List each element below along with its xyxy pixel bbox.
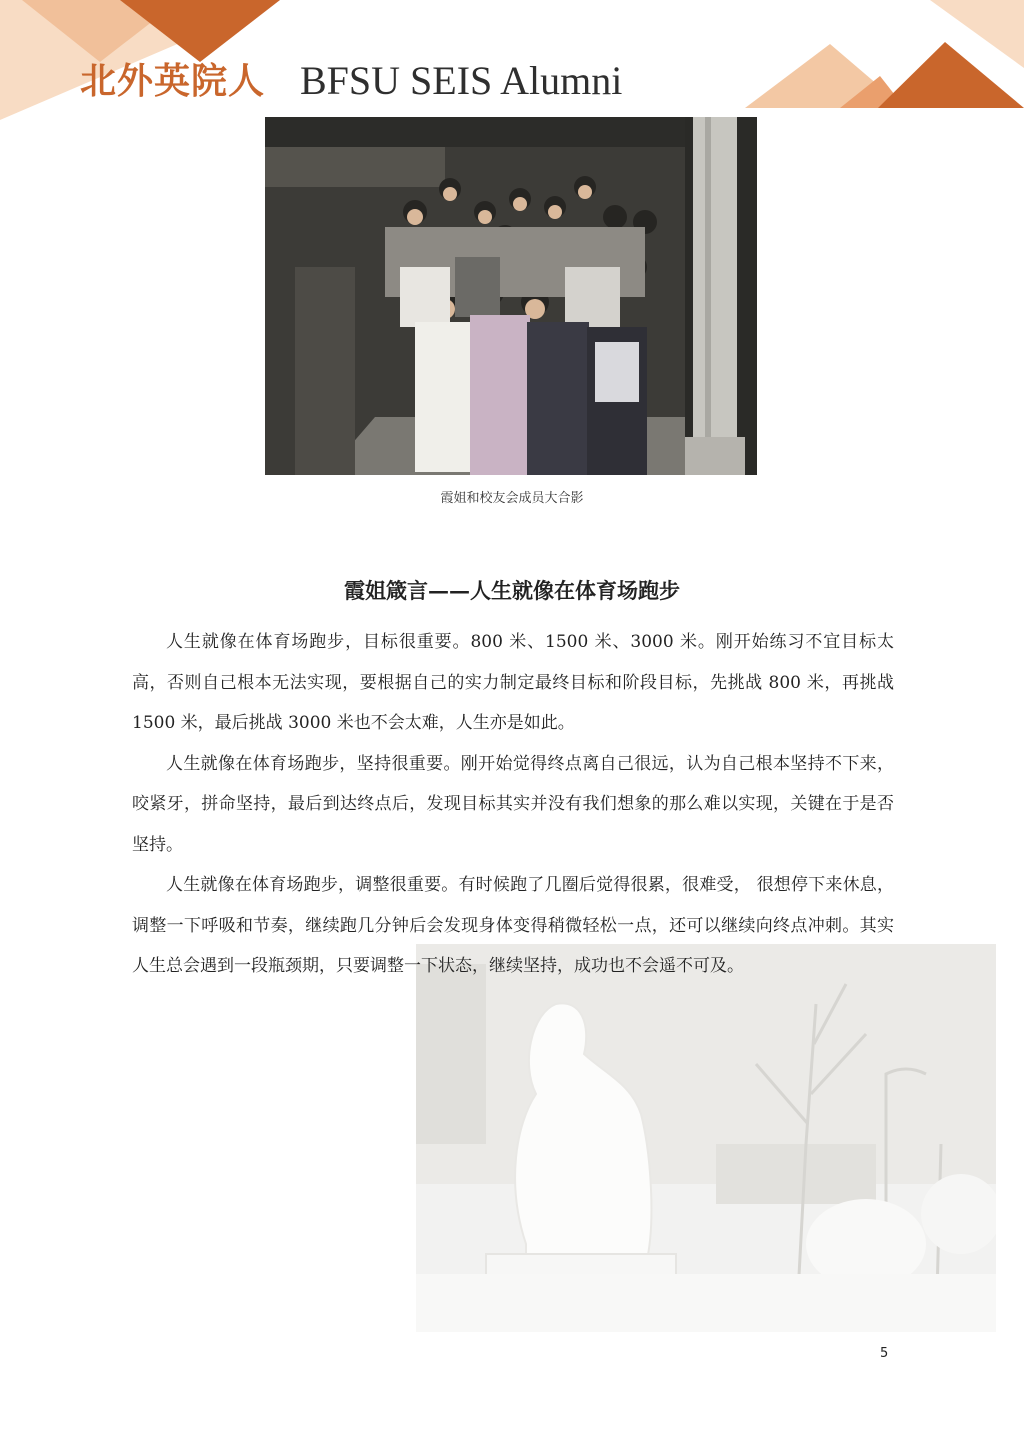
brand-chinese: 北外英院人 [80, 61, 266, 102]
snow-statue-image [416, 944, 996, 1332]
page-number: 5 [880, 1346, 889, 1361]
brand-english: BFSU SEIS Alumni [300, 58, 623, 103]
article-paragraph: 人生就像在体育场跑步，调整很重要。有时候跑了几圈后觉得很累，很难受， 很想停下来休息，调整一下呼吸和节奏，继续跑几分钟后会发现身体变得稍微轻松一点，还可以继续向终点冲刺。其实人生总会遇到一段瓶颈期，只要调整一下状态，继续坚持，成功也不会遥不可及。 [132, 875, 894, 976]
group-photo [265, 117, 757, 475]
article-body [132, 622, 894, 987]
article-paragraph: 人生就像在体育场跑步，坚持很重要。刚开始觉得终点离自己很远，认为自己根本坚持不下来，咬紧牙，拼命坚持，最后到达终点后，发现目标其实并没有我们想象的那么难以实现，关键在于是否坚持。 [132, 753, 894, 855]
article-paragraph: 人生就像在体育场跑步，目标很重要。800 米、1500 米、3000 米。刚开始练习不宜目标太高，否则自己根本无法实现，要根据自己的实力制定最终目标和阶段目标，先挑战 800 米，再挑战 1500 米，最后挑战 3000 米也不会太难，人生亦是如此。 [132, 632, 894, 733]
photo-caption: 霞姐和校友会成员大合影 [440, 491, 584, 506]
article-title: 霞姐箴言——人生就像在体育场跑步 [344, 578, 680, 603]
